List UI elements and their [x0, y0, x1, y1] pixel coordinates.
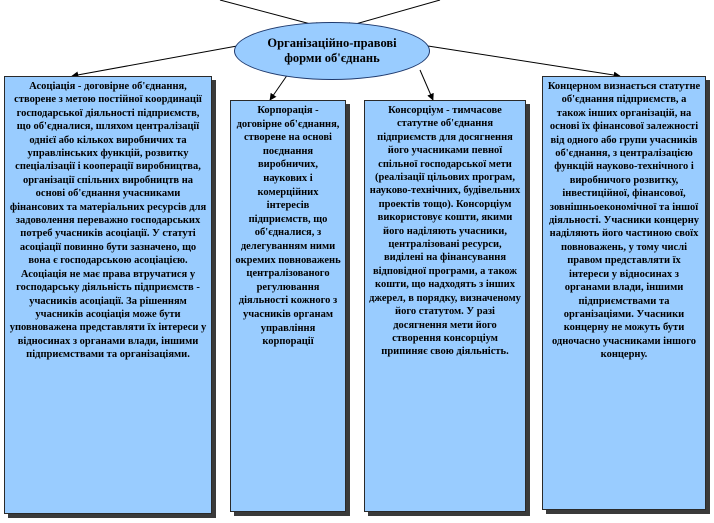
corporation-box: Корпорація - договірне об'єднання, створене на основі поєднання виробничих, наукових і комерційних інтересів підприємств, що об'єдналися, з делегуванням ними окремих повноважень централізованого регулювання діяльності кожного з учасників органам управління корпорації [230, 100, 346, 512]
central-node-line1: Організаційно-правові [267, 36, 397, 50]
organizational-forms-node [234, 22, 430, 80]
association-box: Асоціація - договірне об'єднання, створене з метою постійної координації господарської діяльності підприємств, що об'єдналися, шляхом централізації однієї або кількох виробничих та управлінських функцій, розвитку спеціалізації і кооперації виробництва, організації спільних виробництв на основі об'єднання учасниками фінансових та матеріальних ресурсів для задоволення переважно господарських потреб учасників асоціації. У статуті асоціації повинно бути зазначено, що вона є господарською асоціацією. Асоціація не має права втручатися у господарську діяльність підприємств - учасників асоціації. За рішенням учасників асоціація може бути уповноважена представляти їх інтереси у відносинах з органами влади, іншими підприємствами та організаціями. [4, 76, 212, 514]
central-node-line2: форми об'єднань [284, 51, 380, 65]
arrow-to-associations [72, 44, 248, 76]
arrow-to-corporation [270, 74, 288, 100]
arrow-to-concern [428, 46, 620, 76]
consortium-box: Консорціум - тимчасове статутне об'єднання підприємств для досягнення його учасниками певної спільної господарської мети (реалізації цільових програм, науково-технічних, будівельних проектів тощо). Консорціум використовує кошти, якими його наділяють учасники, централізовані ресурси, виділені на фінансування відповідної програми, а також кошти, що надходять з інших джерел, в порядку, визначеному його статутом. У разі досягнення мети його створення консорціум припиняє свою діяльність. [364, 100, 526, 512]
concern-box: Концерном визнається статутне об'єднання підприємств, а також інших організацій, на основі їх фінансової залежності від одного або групи учасників об'єднання, з централізацією функцій науково-технічного і виробничого розвитку, інвестиційної, фінансової, зовнішньоекономічної та іншої діяльності. Учасники концерну наділяють його частиною своїх повноважень, у тому числі правом представляти їх інтереси у відносинах з органами влади, іншими підприємствами та організаціями. Учасники концерну не можуть бути одночасно учасниками іншого концерну. [542, 76, 706, 510]
arrow-to-consortium [420, 70, 433, 100]
